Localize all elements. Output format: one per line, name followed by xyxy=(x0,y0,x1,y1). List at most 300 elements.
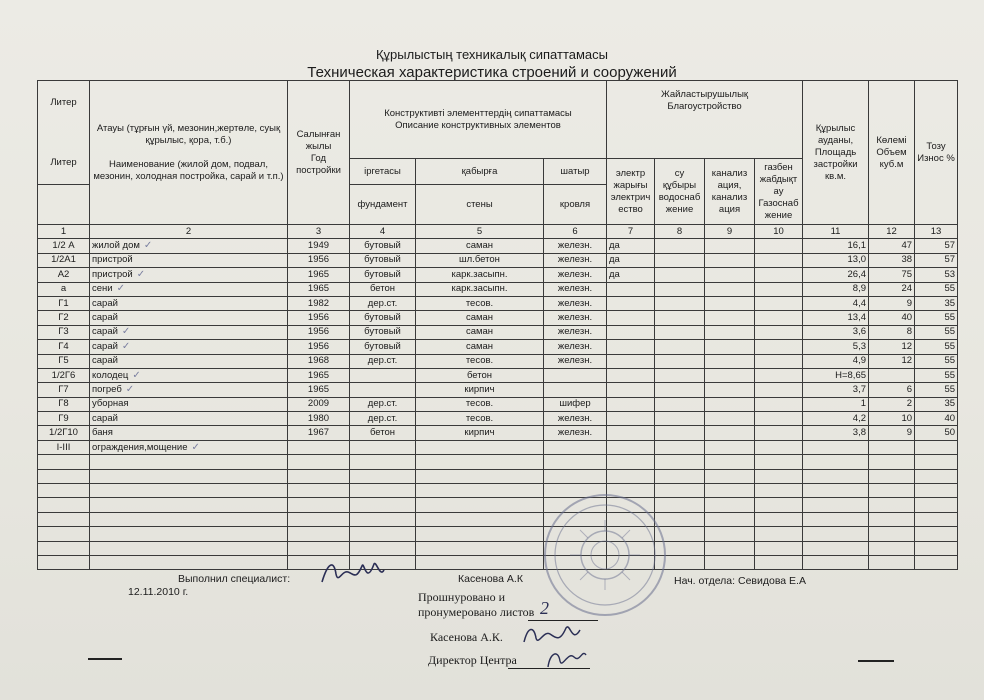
cell-walls-text: саман xyxy=(465,340,494,352)
empty-cell xyxy=(90,527,288,541)
cell-volume xyxy=(869,268,915,282)
sheets-count: 2 xyxy=(540,598,549,618)
header-area: Құрылыс ауданы, Площадь застройки кв.м. xyxy=(803,81,869,225)
checkmark-icon: ✓ xyxy=(121,340,131,352)
cell-electric xyxy=(607,397,655,411)
cell-name xyxy=(90,397,288,411)
column-number: 13 xyxy=(915,225,958,239)
empty-cell xyxy=(915,455,958,469)
cell-foundation xyxy=(350,253,416,267)
title-russian: Техническая характеристика строений и сооружений xyxy=(307,64,677,81)
empty-cell xyxy=(705,498,755,512)
cell-area xyxy=(803,412,869,426)
header-electric: электр жарығы электрич ество xyxy=(607,159,655,225)
cell-roof xyxy=(544,426,607,440)
cell-gas xyxy=(755,325,803,339)
cell-wear-text: 35 xyxy=(944,398,956,410)
cell-walls-text: карк.засыпн. xyxy=(451,268,508,280)
cell-area xyxy=(803,383,869,397)
column-number: 1 xyxy=(38,225,90,239)
cell-liter-text: 1/2Г6 xyxy=(51,369,76,381)
cell-area xyxy=(803,397,869,411)
table-row xyxy=(38,383,958,397)
cell-area-text: 8,9 xyxy=(852,283,867,295)
cell-sewer xyxy=(705,397,755,411)
cell-gas xyxy=(755,311,803,325)
column-number: 3 xyxy=(288,225,350,239)
cell-area xyxy=(803,311,869,325)
empty-cell xyxy=(350,455,416,469)
cell-roof-text: железн. xyxy=(557,268,593,280)
column-numbers-row xyxy=(38,225,958,239)
cell-walls xyxy=(416,296,544,310)
empty-cell xyxy=(416,512,544,526)
cell-name xyxy=(90,368,288,382)
cell-wear xyxy=(915,383,958,397)
cell-volume-text: 12 xyxy=(901,340,913,352)
cell-electric xyxy=(607,368,655,382)
empty-cell xyxy=(915,541,958,555)
cell-water xyxy=(655,440,705,454)
empty-cell xyxy=(90,484,288,498)
empty-cell xyxy=(803,455,869,469)
cell-liter-text: 1/2Г10 xyxy=(49,427,78,439)
cell-roof xyxy=(544,340,607,354)
cell-roof xyxy=(544,412,607,426)
cell-area-text: 5,3 xyxy=(852,340,867,352)
cell-liter-text: Г8 xyxy=(58,398,69,410)
cell-year xyxy=(288,383,350,397)
cell-name-text: сарай xyxy=(92,412,118,424)
cell-area xyxy=(803,440,869,454)
cell-year-text: 1956 xyxy=(307,312,330,324)
cell-electric xyxy=(607,340,655,354)
cell-name-text: сарай xyxy=(92,340,118,352)
cell-volume xyxy=(869,383,915,397)
header-improvement xyxy=(607,81,803,159)
cell-roof-text: железн. xyxy=(557,326,593,338)
cell-walls xyxy=(416,383,544,397)
cell-roof xyxy=(544,397,607,411)
cell-foundation xyxy=(350,412,416,426)
header-volume: Көлемі Объем куб.м xyxy=(869,81,915,225)
header-constr xyxy=(350,81,607,159)
header-liter-ru: Литер xyxy=(50,156,77,168)
empty-cell xyxy=(705,541,755,555)
cell-electric xyxy=(607,440,655,454)
empty-cell xyxy=(90,455,288,469)
table-row xyxy=(38,239,958,253)
cell-area-text: 4,2 xyxy=(852,412,867,424)
cell-liter xyxy=(38,412,90,426)
cell-volume-text: 2 xyxy=(906,398,913,410)
director-label: Директор Центра xyxy=(428,653,517,667)
cell-liter xyxy=(38,426,90,440)
cell-liter-text: Г4 xyxy=(58,340,69,352)
cell-gas xyxy=(755,268,803,282)
cell-volume-text: 6 xyxy=(906,383,913,395)
cell-wear xyxy=(915,282,958,296)
empty-cell xyxy=(655,469,705,483)
cell-liter xyxy=(38,440,90,454)
cell-wear-text: 55 xyxy=(944,355,956,367)
empty-cell xyxy=(803,469,869,483)
empty-cell xyxy=(288,541,350,555)
empty-cell xyxy=(755,512,803,526)
cell-wear-text: 40 xyxy=(944,412,956,424)
table-row xyxy=(38,397,958,411)
cell-area-text: 3,8 xyxy=(852,427,867,439)
empty-cell xyxy=(90,555,288,569)
cell-sewer xyxy=(705,426,755,440)
header-name xyxy=(90,81,288,225)
empty-cell xyxy=(915,512,958,526)
empty-cell xyxy=(755,555,803,569)
cell-name-text: сарай xyxy=(92,297,118,309)
empty-cell xyxy=(869,555,915,569)
cell-walls xyxy=(416,412,544,426)
empty-cell xyxy=(705,555,755,569)
empty-cell xyxy=(90,541,288,555)
cell-sewer xyxy=(705,282,755,296)
cell-wear xyxy=(915,354,958,368)
empty-cell xyxy=(915,527,958,541)
header-year-ru: Год постройки xyxy=(296,152,341,176)
header-constr-kz: Конструктивті элементтердің сипаттамаcы xyxy=(384,107,572,119)
cell-wear xyxy=(915,296,958,310)
cell-walls xyxy=(416,426,544,440)
cell-foundation xyxy=(350,397,416,411)
cell-area-text: 26,4 xyxy=(847,268,867,280)
empty-cell xyxy=(869,541,915,555)
cell-wear xyxy=(915,311,958,325)
cell-area xyxy=(803,296,869,310)
left-mark xyxy=(88,658,122,660)
cell-sewer xyxy=(705,412,755,426)
cell-area xyxy=(803,340,869,354)
stitched-label: Прошнуровано и xyxy=(418,590,506,604)
cell-gas xyxy=(755,368,803,382)
table-row xyxy=(38,311,958,325)
header-roof-kz: шатыр xyxy=(544,159,607,185)
header-wear: Тозу Износ % xyxy=(915,81,958,225)
empty-cell xyxy=(705,469,755,483)
cell-area-text: 1 xyxy=(860,398,867,410)
cell-liter xyxy=(38,340,90,354)
cell-electric xyxy=(607,311,655,325)
checkmark-icon: ✓ xyxy=(132,369,141,381)
cell-area-text: H=8,65 xyxy=(835,369,867,381)
cell-water xyxy=(655,397,705,411)
cell-walls-text: тесов. xyxy=(465,297,494,309)
empty-cell xyxy=(350,527,416,541)
cell-roof xyxy=(544,368,607,382)
column-number: 4 xyxy=(350,225,416,239)
cell-walls xyxy=(416,340,544,354)
cell-wear-text: 50 xyxy=(944,427,956,439)
empty-cell xyxy=(869,512,915,526)
cell-walls xyxy=(416,325,544,339)
characteristics-table xyxy=(37,80,958,570)
empty-cell xyxy=(705,527,755,541)
cell-year xyxy=(288,268,350,282)
checkmark-icon: ✓ xyxy=(125,383,135,395)
cell-year-text: 1967 xyxy=(307,427,330,439)
empty-cell xyxy=(755,484,803,498)
cell-wear-text: 57 xyxy=(944,254,956,266)
cell-name xyxy=(90,340,288,354)
cell-name xyxy=(90,282,288,296)
cell-area-text: 3,7 xyxy=(852,383,867,395)
empty-cell xyxy=(803,484,869,498)
cell-walls-text: кирпич xyxy=(464,383,495,395)
cell-wear-text: 55 xyxy=(944,283,956,295)
header-liter xyxy=(38,81,90,185)
cell-sewer xyxy=(705,340,755,354)
empty-cell xyxy=(803,512,869,526)
empty-cell xyxy=(288,527,350,541)
empty-cell xyxy=(350,541,416,555)
cell-wear-text: 55 xyxy=(944,340,956,352)
table-row xyxy=(38,426,958,440)
header-foundation-kz: іргетасы xyxy=(350,159,416,185)
cell-year xyxy=(288,440,350,454)
table-row xyxy=(38,282,958,296)
cell-area xyxy=(803,325,869,339)
cell-foundation-text: бутовый xyxy=(364,254,401,266)
cell-water xyxy=(655,426,705,440)
cell-foundation xyxy=(350,325,416,339)
empty-cell xyxy=(755,541,803,555)
cell-roof xyxy=(544,383,607,397)
empty-cell xyxy=(869,498,915,512)
cell-name xyxy=(90,440,288,454)
empty-cell xyxy=(288,512,350,526)
empty-table-row xyxy=(38,484,958,498)
cell-electric xyxy=(607,268,655,282)
cell-volume xyxy=(869,354,915,368)
cell-liter-text: Г7 xyxy=(58,383,69,395)
cell-name-text: пристрой xyxy=(92,268,133,280)
cell-walls xyxy=(416,311,544,325)
cell-walls-text: тесов. xyxy=(465,412,494,424)
empty-cell xyxy=(755,527,803,541)
cell-year-text: 1968 xyxy=(307,355,330,367)
cell-foundation xyxy=(350,368,416,382)
cell-foundation xyxy=(350,296,416,310)
empty-cell xyxy=(350,498,416,512)
cell-liter xyxy=(38,325,90,339)
cell-name-text: сарай xyxy=(92,355,118,367)
header-gas: газбен жабдықт ау Газоснаб жение xyxy=(755,159,803,225)
cell-roof-text: железн. xyxy=(557,412,593,424)
checkmark-icon: ✓ xyxy=(136,268,146,280)
cell-wear xyxy=(915,397,958,411)
header-roof-ru: кровля xyxy=(544,185,607,225)
cell-roof xyxy=(544,325,607,339)
empty-cell xyxy=(803,555,869,569)
cell-foundation xyxy=(350,282,416,296)
empty-cell xyxy=(803,541,869,555)
cell-water xyxy=(655,368,705,382)
cell-year xyxy=(288,368,350,382)
cell-walls-text: саман xyxy=(465,240,494,252)
empty-cell xyxy=(915,555,958,569)
cell-foundation xyxy=(350,268,416,282)
cell-area-text: 4,9 xyxy=(852,355,867,367)
cell-volume xyxy=(869,253,915,267)
cell-foundation-text: бетон xyxy=(369,427,396,439)
cell-sewer xyxy=(705,268,755,282)
cell-liter-text: А2 xyxy=(57,268,70,280)
cell-volume-text: 9 xyxy=(906,297,913,309)
cell-roof-text: железн. xyxy=(557,312,593,324)
cell-sewer xyxy=(705,368,755,382)
header-name-kz: Атауы (тұрғын үй, мезонин,жертөле, суық құрылыс, қора, т.б.) xyxy=(96,122,281,146)
cell-roof-text: железн. xyxy=(557,254,593,266)
cell-foundation-text: дер.ст. xyxy=(367,398,398,410)
cell-sewer xyxy=(705,383,755,397)
empty-cell xyxy=(803,498,869,512)
cell-wear xyxy=(915,340,958,354)
cell-area-text: 13,4 xyxy=(847,312,867,324)
column-number: 11 xyxy=(803,225,869,239)
cell-sewer xyxy=(705,239,755,253)
cell-sewer xyxy=(705,311,755,325)
cell-foundation xyxy=(350,383,416,397)
empty-cell xyxy=(38,541,90,555)
header-liter-kz: Литер xyxy=(50,96,77,108)
cell-water xyxy=(655,412,705,426)
column-number: 5 xyxy=(416,225,544,239)
cell-year-text: 1956 xyxy=(307,326,330,338)
cell-wear xyxy=(915,412,958,426)
empty-cell xyxy=(416,469,544,483)
cell-roof-text: железн. xyxy=(557,427,593,439)
cell-volume xyxy=(869,340,915,354)
cell-gas xyxy=(755,397,803,411)
cell-walls-text: тесов. xyxy=(465,355,494,367)
column-number: 7 xyxy=(607,225,655,239)
header-water: су құбыры водоснаб жение xyxy=(655,159,705,225)
cell-name-text: сарай xyxy=(92,326,118,338)
cell-foundation-text: дер.ст. xyxy=(367,412,398,424)
cell-gas xyxy=(755,282,803,296)
cell-year xyxy=(288,296,350,310)
cell-foundation xyxy=(350,426,416,440)
cell-roof-text: железн. xyxy=(557,240,593,252)
table-row xyxy=(38,440,958,454)
cell-water xyxy=(655,268,705,282)
cell-electric xyxy=(607,354,655,368)
cell-liter xyxy=(38,397,90,411)
empty-cell xyxy=(288,498,350,512)
cell-year-text: 1949 xyxy=(307,240,330,252)
numbered-sheets-label: пронумеровано листов xyxy=(418,605,535,619)
cell-liter xyxy=(38,383,90,397)
cell-name-text: сарай xyxy=(92,312,118,324)
cell-volume-text: 24 xyxy=(901,283,913,295)
empty-cell xyxy=(350,469,416,483)
empty-cell xyxy=(607,469,655,483)
cell-sewer xyxy=(705,440,755,454)
cell-year-text: 1982 xyxy=(307,297,330,309)
cell-walls xyxy=(416,397,544,411)
cell-gas xyxy=(755,296,803,310)
cell-name xyxy=(90,426,288,440)
cell-wear xyxy=(915,268,958,282)
cell-foundation xyxy=(350,340,416,354)
cell-year xyxy=(288,412,350,426)
cell-walls xyxy=(416,268,544,282)
empty-table-row xyxy=(38,498,958,512)
cell-roof-text: железн. xyxy=(557,283,593,295)
cell-foundation-text: бетон xyxy=(369,283,396,295)
header-improvement-ru: Благоустройство xyxy=(667,101,742,112)
cell-wear-text: 55 xyxy=(944,383,956,395)
cell-gas xyxy=(755,354,803,368)
cell-area xyxy=(803,268,869,282)
cell-water xyxy=(655,383,705,397)
cell-sewer xyxy=(705,354,755,368)
cell-roof-text: шифер xyxy=(559,398,591,410)
empty-cell xyxy=(869,455,915,469)
empty-cell xyxy=(416,484,544,498)
cell-year-text: 2009 xyxy=(307,398,330,410)
cell-sewer xyxy=(705,296,755,310)
cell-roof-text: железн. xyxy=(557,297,593,309)
cell-gas xyxy=(755,440,803,454)
header-year xyxy=(288,81,350,225)
empty-cell xyxy=(416,541,544,555)
cell-electric xyxy=(607,412,655,426)
cell-volume xyxy=(869,282,915,296)
cell-wear xyxy=(915,239,958,253)
cell-volume-text: 12 xyxy=(901,355,913,367)
empty-cell xyxy=(869,527,915,541)
cell-water xyxy=(655,253,705,267)
cell-foundation-text: бутовый xyxy=(364,312,401,324)
cell-wear xyxy=(915,253,958,267)
empty-table-row xyxy=(38,512,958,526)
cell-electric xyxy=(607,282,655,296)
empty-cell xyxy=(350,484,416,498)
cell-roof xyxy=(544,282,607,296)
cell-electric-text: да xyxy=(609,254,620,266)
cell-year xyxy=(288,354,350,368)
column-number: 6 xyxy=(544,225,607,239)
cell-walls xyxy=(416,239,544,253)
table-body xyxy=(38,225,958,570)
empty-cell xyxy=(350,512,416,526)
cell-gas xyxy=(755,383,803,397)
cell-gas xyxy=(755,412,803,426)
cell-electric xyxy=(607,325,655,339)
empty-cell xyxy=(755,469,803,483)
cell-liter xyxy=(38,354,90,368)
cell-wear xyxy=(915,426,958,440)
cell-walls-text: саман xyxy=(465,326,494,338)
column-number: 8 xyxy=(655,225,705,239)
cell-liter xyxy=(38,311,90,325)
cell-roof xyxy=(544,311,607,325)
cell-walls xyxy=(416,253,544,267)
cell-year-text: 1965 xyxy=(307,383,330,395)
cell-wear-text: 53 xyxy=(944,268,956,280)
cell-electric-text: да xyxy=(609,268,620,280)
cell-water xyxy=(655,282,705,296)
cell-area xyxy=(803,426,869,440)
